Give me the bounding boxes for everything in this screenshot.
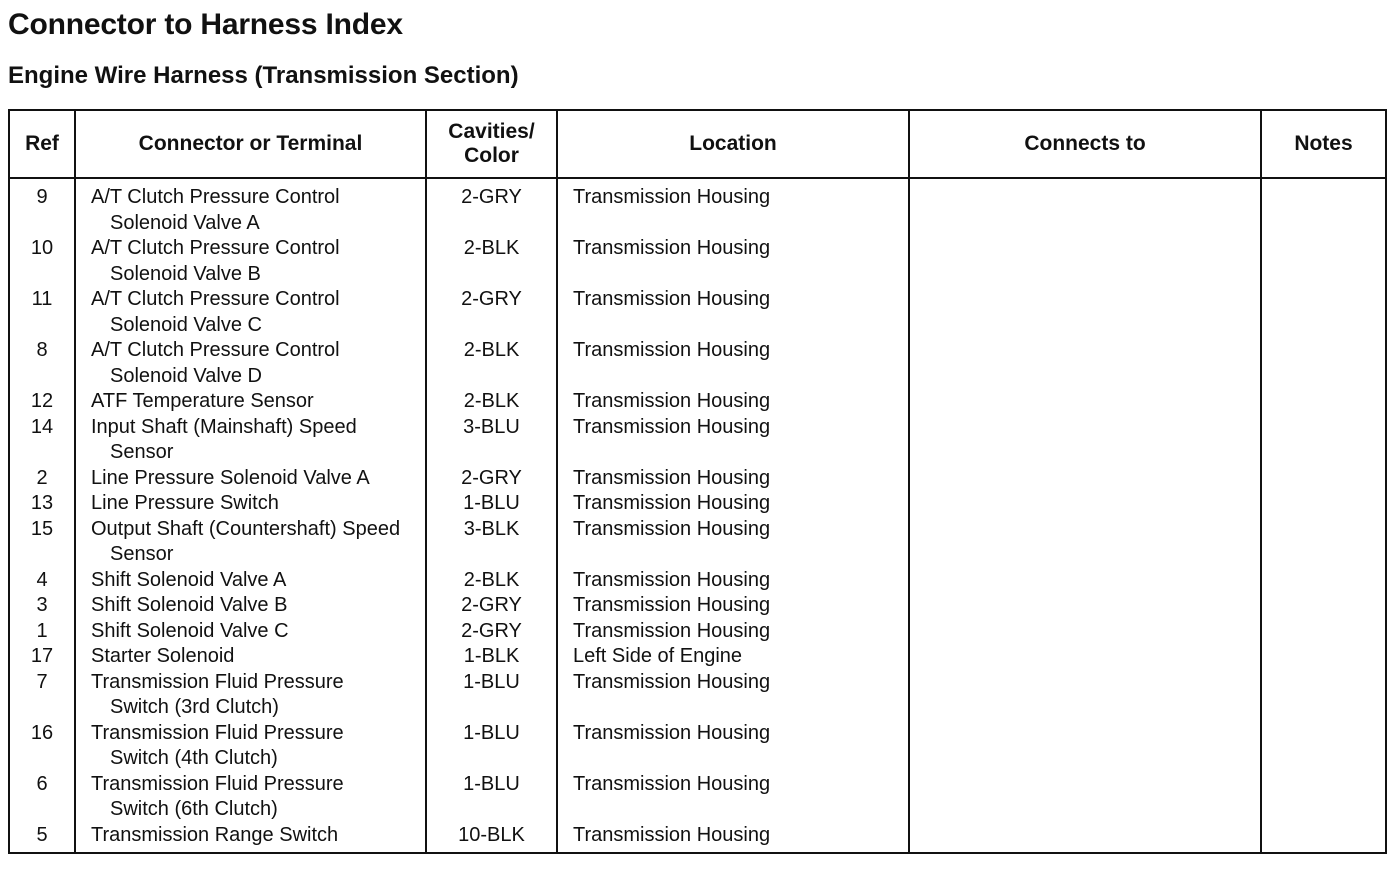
connector-name-line1: Transmission Fluid Pressure [91,721,344,744]
connector-index-table [8,109,1387,854]
connector-cell [75,721,426,772]
table-row [9,823,1386,854]
connector-cell [75,670,426,721]
notes-cell [1261,568,1386,594]
table-row [9,517,1386,568]
cavities-color-cell: 1-BLU [426,670,557,721]
connector-name-line1: Line Pressure Solenoid Valve A [91,466,370,489]
notes-cell [1261,772,1386,823]
ref-cell: 3 [9,593,75,619]
connector-name-line2: Solenoid Valve B [110,262,261,285]
connects-to-cell [909,593,1261,619]
connector-cell [75,178,426,236]
notes-cell [1261,593,1386,619]
connector-cell [75,517,426,568]
header-notes: Notes [1261,110,1386,178]
cavities-color-cell: 1-BLU [426,772,557,823]
connects-to-cell [909,287,1261,338]
table-row [9,644,1386,670]
location-cell: Transmission Housing [557,721,909,772]
connector-cell [75,823,426,854]
connects-to-cell [909,338,1261,389]
location-cell: Transmission Housing [557,772,909,823]
notes-cell [1261,178,1386,236]
ref-cell: 16 [9,721,75,772]
header-connector: Connector or Terminal [75,110,426,178]
connects-to-cell [909,721,1261,772]
location-cell: Left Side of Engine [557,644,909,670]
connector-cell [75,338,426,389]
notes-cell [1261,389,1386,415]
location-cell: Transmission Housing [557,178,909,236]
location-cell: Transmission Housing [557,415,909,466]
notes-cell [1261,619,1386,645]
connects-to-cell [909,568,1261,594]
connector-name-line2: Switch (6th Clutch) [110,798,278,820]
connects-to-cell [909,670,1261,721]
header-ref: Ref [9,110,75,178]
ref-cell: 7 [9,670,75,721]
table-row [9,178,1386,236]
connector-name-line1: Shift Solenoid Valve A [91,568,287,591]
ref-cell: 13 [9,491,75,517]
connects-to-cell [909,823,1261,854]
header-cavities-color [426,110,557,178]
notes-cell [1261,338,1386,389]
cavities-color-cell: 10-BLK [426,823,557,854]
connector-name-line2: Sensor [110,543,174,565]
cavities-color-cell: 2-GRY [426,593,557,619]
connector-name-line1: A/T Clutch Pressure Control [91,288,340,310]
connector-name-line1: A/T Clutch Pressure Control [91,339,340,361]
location-cell: Transmission Housing [557,389,909,415]
table-row [9,670,1386,721]
connector-name-line1: A/T Clutch Pressure Control [91,237,340,259]
ref-cell: 8 [9,338,75,389]
ref-cell: 1 [9,619,75,645]
location-cell: Transmission Housing [557,236,909,287]
connector-cell [75,568,426,594]
cavities-color-cell: 2-BLK [426,236,557,287]
location-cell: Transmission Housing [557,568,909,594]
notes-cell [1261,670,1386,721]
cavities-color-cell: 2-BLK [426,338,557,389]
connects-to-cell [909,415,1261,466]
connector-name-line1: Starter Solenoid [91,645,235,667]
connector-name-line1: Shift Solenoid Valve C [91,619,289,642]
connector-name-line1: Transmission Fluid Pressure [91,772,344,795]
connects-to-cell [909,619,1261,645]
connects-to-cell [909,178,1261,236]
cavities-color-cell: 2-BLK [426,389,557,415]
connector-cell [75,644,426,670]
location-cell: Transmission Housing [557,670,909,721]
table-body [9,178,1386,853]
ref-cell: 14 [9,415,75,466]
notes-cell [1261,287,1386,338]
connector-name-line2: Switch (4th Clutch) [110,747,278,769]
cavities-color-cell: 3-BLK [426,517,557,568]
connector-cell [75,491,426,517]
table-row [9,287,1386,338]
cavities-color-cell: 2-GRY [426,178,557,236]
connector-name-line1: Shift Solenoid Valve B [91,594,288,616]
notes-cell [1261,644,1386,670]
table-row [9,772,1386,823]
cavities-color-cell: 1-BLU [426,721,557,772]
connector-name-line1: Transmission Fluid Pressure [91,670,344,693]
cavities-color-cell: 2-GRY [426,287,557,338]
header-location: Location [557,110,909,178]
table-row [9,721,1386,772]
location-cell: Transmission Housing [557,593,909,619]
connects-to-cell [909,491,1261,517]
connector-name-line1: Input Shaft (Mainshaft) Speed [91,415,357,438]
connects-to-cell [909,772,1261,823]
notes-cell [1261,415,1386,466]
connector-cell [75,389,426,415]
ref-cell: 11 [9,287,75,338]
cavities-color-cell: 3-BLU [426,415,557,466]
table-row [9,338,1386,389]
cavities-color-cell: 1-BLK [426,644,557,670]
connector-name-line1: Output Shaft (Countershaft) Speed [91,517,401,540]
connects-to-cell [909,466,1261,492]
connector-name-line2: Solenoid Valve C [110,313,262,336]
connects-to-cell [909,236,1261,287]
cavities-color-cell: 2-BLK [426,568,557,594]
notes-cell [1261,466,1386,492]
notes-cell [1261,823,1386,854]
connects-to-cell [909,644,1261,670]
section-subtitle: Engine Wire Harness (Transmission Section) [8,62,519,89]
notes-cell [1261,517,1386,568]
ref-cell: 6 [9,772,75,823]
ref-cell: 17 [9,644,75,670]
table-row [9,491,1386,517]
location-cell: Transmission Housing [557,823,909,854]
connector-name-line1: ATF Temperature Sensor [91,390,314,412]
ref-cell: 5 [9,823,75,854]
table-header-row [9,110,1386,178]
ref-cell: 2 [9,466,75,492]
table-row [9,593,1386,619]
connects-to-cell [909,389,1261,415]
connector-cell [75,415,426,466]
cavities-color-cell: 2-GRY [426,466,557,492]
table-row [9,236,1386,287]
connector-name-line2: Solenoid Valve D [110,364,262,387]
connector-name-line2: Solenoid Valve A [110,211,260,234]
header-cavities-line2: Color [464,144,519,167]
header-cavities-line1: Cavities/ [448,120,535,143]
location-cell: Transmission Housing [557,338,909,389]
ref-cell: 9 [9,178,75,236]
table-row [9,466,1386,492]
ref-cell: 10 [9,236,75,287]
connector-name-line2: Sensor [110,441,174,463]
connector-name-line1: A/T Clutch Pressure Control [91,186,340,208]
connector-cell [75,287,426,338]
table-row [9,415,1386,466]
connector-cell [75,619,426,645]
location-cell: Transmission Housing [557,466,909,492]
connector-name-line1: Line Pressure Switch [91,492,279,514]
table-row [9,619,1386,645]
connector-cell [75,466,426,492]
ref-cell: 12 [9,389,75,415]
table-row [9,568,1386,594]
table-row [9,389,1386,415]
notes-cell [1261,491,1386,517]
location-cell: Transmission Housing [557,287,909,338]
cavities-color-cell: 2-GRY [426,619,557,645]
header-connects-to: Connects to [909,110,1261,178]
ref-cell: 15 [9,517,75,568]
ref-cell: 4 [9,568,75,594]
connector-name-line1: Transmission Range Switch [91,823,339,846]
location-cell: Transmission Housing [557,491,909,517]
location-cell: Transmission Housing [557,517,909,568]
notes-cell [1261,236,1386,287]
connector-cell [75,236,426,287]
notes-cell [1261,721,1386,772]
connector-name-line2: Switch (3rd Clutch) [110,696,279,718]
cavities-color-cell: 1-BLU [426,491,557,517]
connects-to-cell [909,517,1261,568]
connector-cell [75,772,426,823]
connector-cell [75,593,426,619]
page-title: Connector to Harness Index [8,8,403,41]
location-cell: Transmission Housing [557,619,909,645]
